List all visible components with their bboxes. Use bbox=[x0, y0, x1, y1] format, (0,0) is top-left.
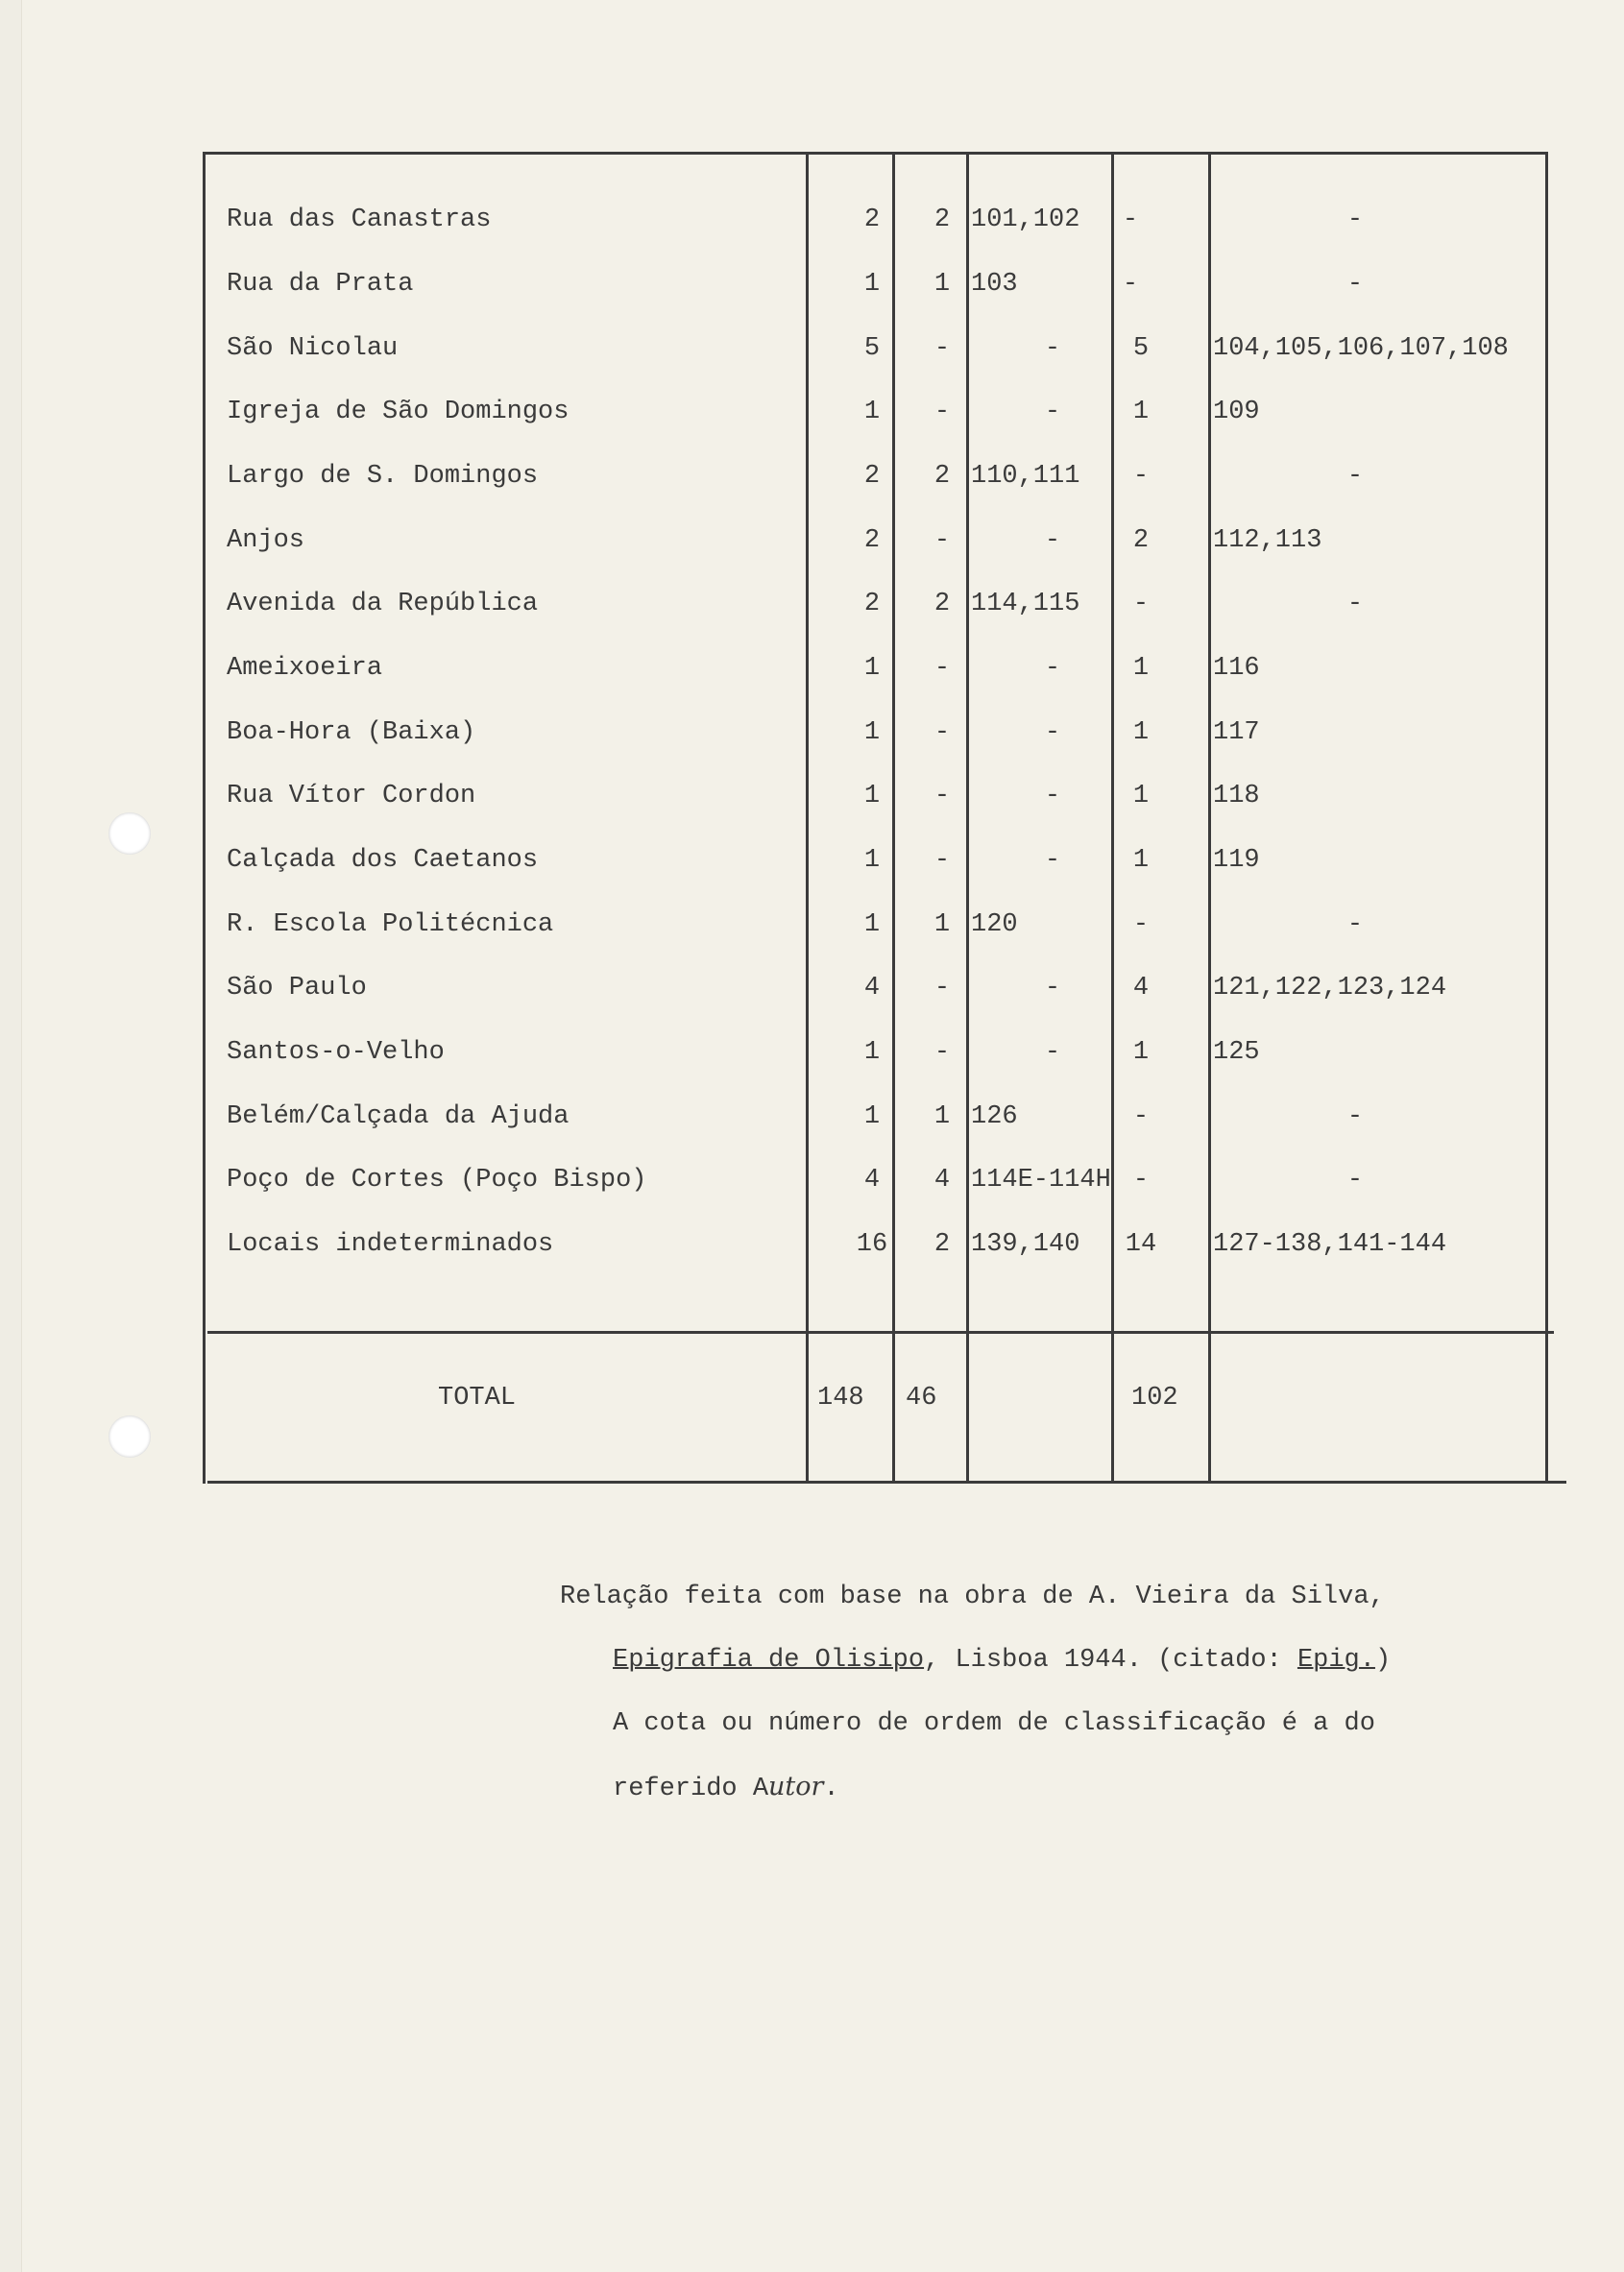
a-refs: 114,115 bbox=[971, 590, 1080, 618]
place-name: R. Escola Politécnica bbox=[227, 910, 554, 939]
place-name: Locais indeterminados bbox=[227, 1230, 554, 1259]
a-refs: - bbox=[1044, 1038, 1061, 1067]
total-count: 2 bbox=[863, 590, 881, 618]
b-refs: 117 bbox=[1213, 718, 1260, 747]
b-refs: - bbox=[1346, 590, 1364, 618]
total-count: 1 bbox=[863, 1102, 881, 1131]
a-count: 1 bbox=[933, 910, 951, 939]
total-count: 1 bbox=[863, 270, 881, 299]
place-name: Rua Vítor Cordon bbox=[227, 782, 476, 810]
a-count: 2 bbox=[933, 462, 951, 491]
a-refs: - bbox=[1044, 398, 1061, 426]
b-refs: - bbox=[1346, 910, 1364, 939]
grand-total: 148 bbox=[817, 1384, 864, 1413]
a-refs: - bbox=[1044, 974, 1061, 1003]
b-refs: 119 bbox=[1213, 846, 1260, 875]
a-total: 46 bbox=[906, 1384, 937, 1413]
a-refs: - bbox=[1044, 526, 1061, 555]
b-count: - bbox=[1132, 1102, 1150, 1131]
a-count: - bbox=[933, 846, 951, 875]
table-row bbox=[203, 1156, 1566, 1204]
total-count: 2 bbox=[863, 205, 881, 234]
a-count: - bbox=[933, 1038, 951, 1067]
a-count: - bbox=[933, 718, 951, 747]
a-refs: - bbox=[1044, 846, 1061, 875]
handwritten-correction: utor bbox=[768, 1772, 824, 1801]
note-line: Relação feita com base na obra de A. Vieira da Silva, bbox=[560, 1583, 1385, 1611]
table-row bbox=[203, 644, 1566, 692]
book-title: Epigrafia de Olisipo bbox=[613, 1646, 925, 1675]
total-row bbox=[203, 1369, 1566, 1427]
table-row bbox=[203, 772, 1566, 820]
table-row bbox=[203, 836, 1566, 884]
table-top-border bbox=[203, 152, 1547, 155]
a-refs: - bbox=[1044, 718, 1061, 747]
total-count: 1 bbox=[863, 718, 881, 747]
table-row bbox=[203, 1221, 1566, 1269]
total-count: 1 bbox=[863, 910, 881, 939]
a-count: - bbox=[933, 974, 951, 1003]
b-count: - bbox=[1132, 462, 1150, 491]
a-refs: 101,102 bbox=[971, 205, 1080, 234]
abbreviation: Epig. bbox=[1297, 1646, 1375, 1675]
a-refs: 103 bbox=[971, 270, 1018, 299]
a-refs: 139,140 bbox=[971, 1230, 1080, 1259]
a-refs: 126 bbox=[971, 1102, 1018, 1131]
b-count: - bbox=[1122, 205, 1139, 234]
note-text: referido A bbox=[613, 1775, 769, 1803]
a-refs: - bbox=[1044, 654, 1061, 683]
place-name: Belém/Calçada da Ajuda bbox=[227, 1102, 570, 1131]
total-count: 16 bbox=[856, 1230, 888, 1259]
punch-hole bbox=[109, 812, 151, 855]
b-count: 14 bbox=[1125, 1230, 1157, 1259]
a-count: 2 bbox=[933, 1230, 951, 1259]
b-count: 4 bbox=[1132, 974, 1150, 1003]
b-count: - bbox=[1122, 270, 1139, 299]
b-count: 5 bbox=[1132, 334, 1150, 363]
table-bottom-border bbox=[207, 1481, 1566, 1484]
table-row bbox=[203, 1093, 1566, 1141]
b-refs: - bbox=[1346, 462, 1364, 491]
b-count: - bbox=[1132, 1166, 1150, 1195]
b-refs: 109 bbox=[1213, 398, 1260, 426]
b-count: - bbox=[1132, 910, 1150, 939]
table-row bbox=[203, 1028, 1566, 1076]
place-name: Rua da Prata bbox=[227, 270, 414, 299]
total-count: 2 bbox=[863, 526, 881, 555]
total-count: 1 bbox=[863, 1038, 881, 1067]
b-refs: 118 bbox=[1213, 782, 1260, 810]
a-count: 2 bbox=[933, 590, 951, 618]
place-name: Largo de S. Domingos bbox=[227, 462, 539, 491]
a-count: 2 bbox=[933, 205, 951, 234]
place-name: Boa-Hora (Baixa) bbox=[227, 718, 476, 747]
a-refs: - bbox=[1044, 334, 1061, 363]
b-total: 102 bbox=[1131, 1384, 1178, 1413]
inscriptions-table bbox=[203, 152, 1566, 1484]
table-row bbox=[203, 709, 1566, 757]
total-count: 1 bbox=[863, 846, 881, 875]
a-count: - bbox=[933, 398, 951, 426]
table-row bbox=[203, 196, 1566, 244]
b-refs: - bbox=[1346, 205, 1364, 234]
note-text: . bbox=[823, 1775, 839, 1803]
b-refs: - bbox=[1346, 1102, 1364, 1131]
total-count: 1 bbox=[863, 782, 881, 810]
place-name: Igreja de São Domingos bbox=[227, 398, 570, 426]
b-count: 1 bbox=[1132, 1038, 1150, 1067]
b-refs: 116 bbox=[1213, 654, 1260, 683]
table-row bbox=[203, 517, 1566, 565]
total-count: 5 bbox=[863, 334, 881, 363]
punch-hole bbox=[109, 1415, 151, 1458]
table-row bbox=[203, 325, 1566, 373]
b-refs: - bbox=[1346, 1166, 1364, 1195]
table-row bbox=[203, 580, 1566, 628]
total-count: 1 bbox=[863, 654, 881, 683]
a-count: 1 bbox=[933, 270, 951, 299]
b-count: 1 bbox=[1132, 782, 1150, 810]
a-count: - bbox=[933, 782, 951, 810]
total-label: TOTAL bbox=[438, 1384, 517, 1413]
note-text: ) bbox=[1374, 1646, 1392, 1675]
note-text: , Lisboa 1944. (citado: bbox=[924, 1646, 1297, 1675]
place-name: Anjos bbox=[227, 526, 305, 555]
a-count: - bbox=[933, 334, 951, 363]
b-count: - bbox=[1132, 590, 1150, 618]
note-line bbox=[560, 1755, 1391, 1821]
a-refs: 110,111 bbox=[971, 462, 1080, 491]
document-page bbox=[21, 0, 1624, 2272]
place-name: Ameixoeira bbox=[227, 654, 383, 683]
place-name: São Nicolau bbox=[227, 334, 399, 363]
b-refs: 125 bbox=[1213, 1038, 1260, 1067]
table-total-separator bbox=[207, 1331, 1554, 1334]
b-refs: 127-138,141-144 bbox=[1213, 1230, 1447, 1259]
table-row bbox=[203, 452, 1566, 500]
table-row bbox=[203, 901, 1566, 949]
place-name: São Paulo bbox=[227, 974, 367, 1003]
a-count: 4 bbox=[933, 1166, 951, 1195]
total-count: 1 bbox=[863, 398, 881, 426]
place-name: Rua das Canastras bbox=[227, 205, 492, 234]
b-count: 1 bbox=[1132, 846, 1150, 875]
b-count: 1 bbox=[1132, 718, 1150, 747]
table-row bbox=[203, 260, 1566, 308]
b-count: 1 bbox=[1132, 654, 1150, 683]
place-name: Calçada dos Caetanos bbox=[227, 846, 539, 875]
total-count: 4 bbox=[863, 974, 881, 1003]
b-refs: 104,105,106,107,108 bbox=[1213, 334, 1509, 363]
b-count: 1 bbox=[1132, 398, 1150, 426]
a-count: - bbox=[933, 654, 951, 683]
place-name: Santos-o-Velho bbox=[227, 1038, 445, 1067]
table-row bbox=[203, 388, 1566, 436]
a-refs: 120 bbox=[971, 910, 1018, 939]
a-count: - bbox=[933, 526, 951, 555]
a-refs: 114E-114H bbox=[971, 1166, 1111, 1195]
total-count: 4 bbox=[863, 1166, 881, 1195]
a-refs: - bbox=[1044, 782, 1061, 810]
total-count: 2 bbox=[863, 462, 881, 491]
b-count: 2 bbox=[1132, 526, 1150, 555]
b-refs: 121,122,123,124 bbox=[1213, 974, 1447, 1003]
note-line: A cota ou número de ordem de classificação é a do bbox=[613, 1709, 1375, 1738]
place-name: Poço de Cortes (Poço Bispo) bbox=[227, 1166, 647, 1195]
b-refs: - bbox=[1346, 270, 1364, 299]
table-row bbox=[203, 964, 1566, 1012]
source-note bbox=[560, 1565, 1391, 1821]
a-count: 1 bbox=[933, 1102, 951, 1131]
note-line bbox=[560, 1629, 1391, 1692]
b-refs: 112,113 bbox=[1213, 526, 1322, 555]
place-name: Avenida da República bbox=[227, 590, 539, 618]
